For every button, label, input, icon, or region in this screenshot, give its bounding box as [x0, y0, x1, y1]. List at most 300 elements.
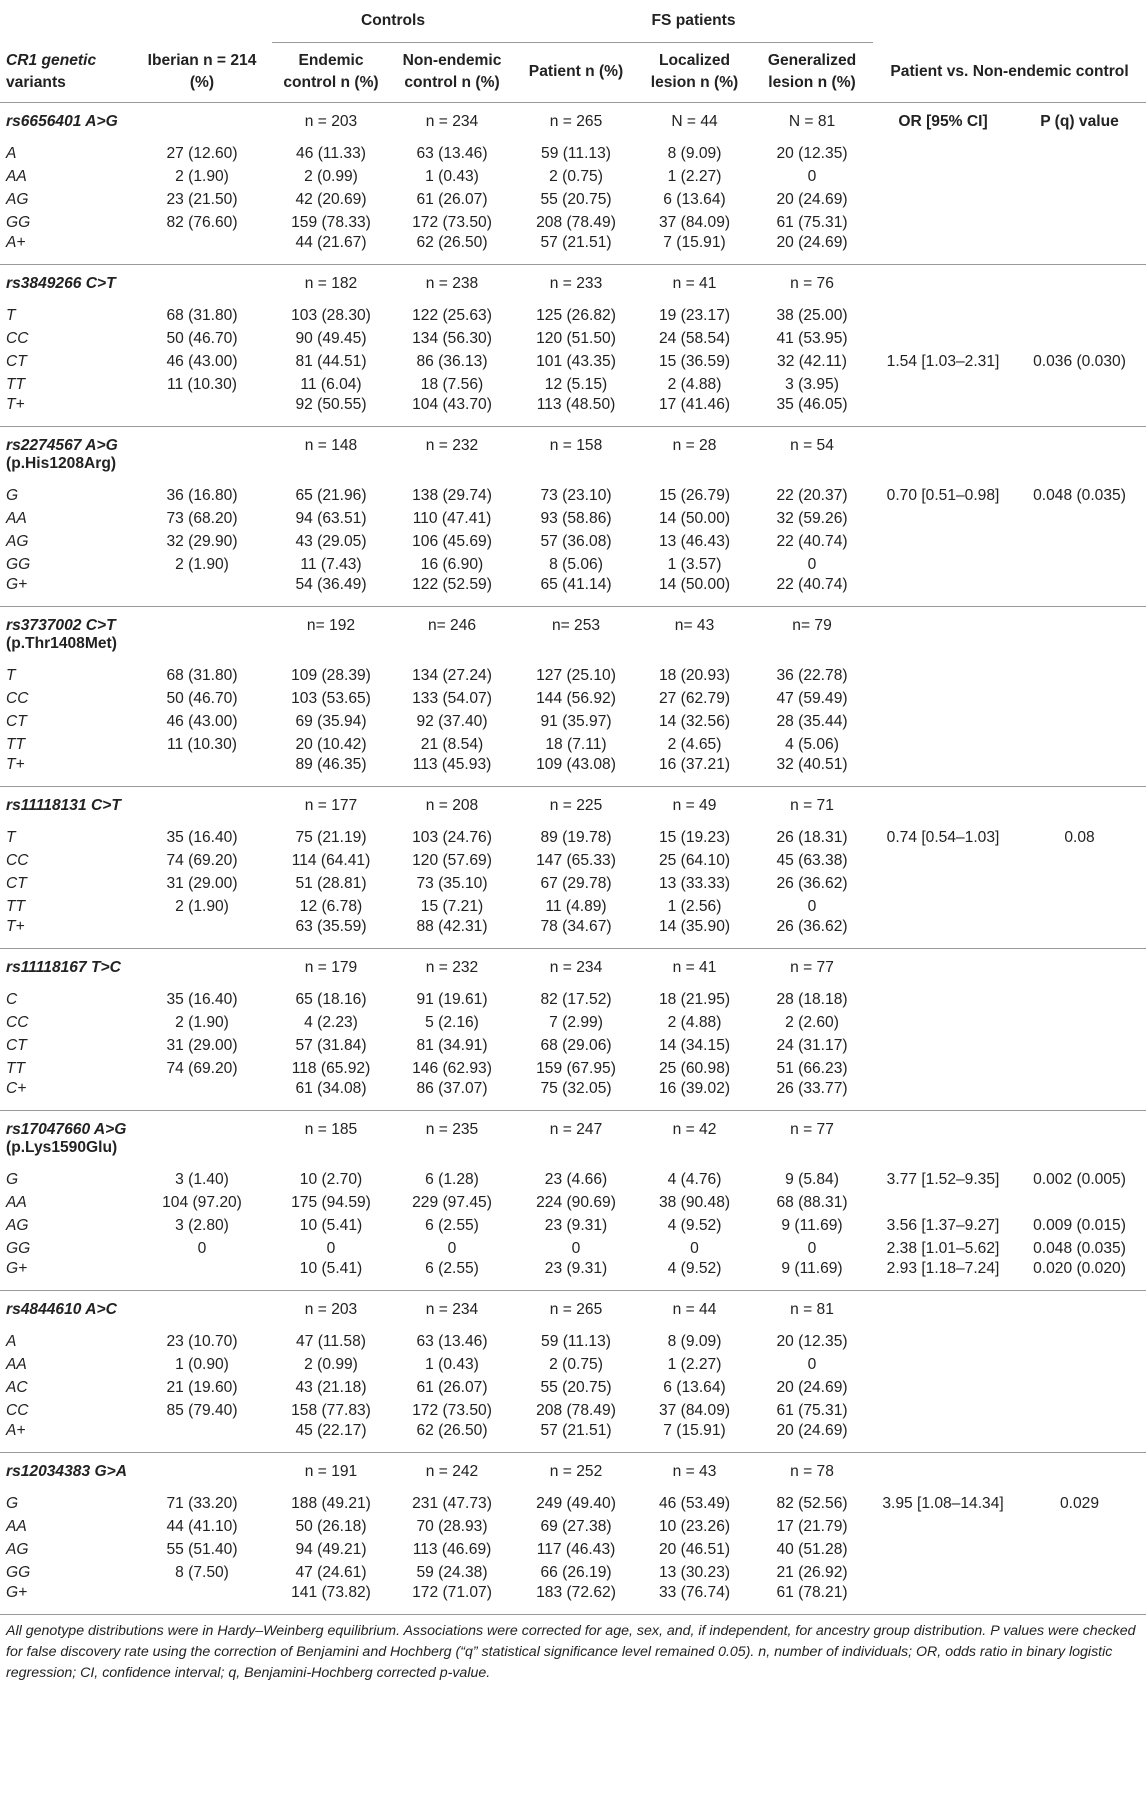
- count-cell: 134 (27.24): [412, 666, 492, 684]
- count-cell: 33 (76.74): [638, 1584, 751, 1614]
- table-row: [0, 188, 1146, 211]
- or-ci-cell: [873, 733, 1013, 756]
- count-cell: 103 (53.65): [291, 689, 371, 707]
- or-ci-cell: [873, 234, 1013, 264]
- empty-cell: [873, 1110, 1013, 1168]
- sample-size-cell: n = 182: [272, 264, 390, 304]
- or-ci-cell: [873, 756, 1013, 786]
- count-cell: 31 (29.00): [166, 874, 238, 892]
- count-cell: 1 (0.90): [175, 1355, 229, 1373]
- variant-group-header: [0, 1452, 1146, 1492]
- count-cell: 86 (36.13): [416, 352, 488, 370]
- table-row: [0, 1422, 1146, 1452]
- sample-size-cell: n = 247: [514, 1110, 638, 1168]
- table-row: [0, 664, 1146, 687]
- genotype-label: G+: [6, 1260, 28, 1277]
- count-cell: 2 (0.99): [304, 1355, 358, 1373]
- table-row: [0, 1538, 1146, 1561]
- p-value-cell: [1013, 1584, 1146, 1614]
- count-cell: 2 (0.99): [304, 167, 358, 185]
- empty-cell: [873, 1290, 1013, 1330]
- count-cell: 92 (37.40): [416, 712, 488, 730]
- count-cell: 41 (53.95): [776, 329, 848, 347]
- count-cell: 73 (23.10): [540, 486, 612, 504]
- or-ci-cell: [873, 1330, 1013, 1353]
- genotype-label: TT: [6, 1059, 26, 1077]
- count-cell: 175 (94.59): [291, 1193, 371, 1211]
- count-cell: 71 (33.20): [166, 1494, 238, 1512]
- or-ci-cell: [873, 396, 1013, 426]
- count-cell: 11 (10.30): [167, 375, 237, 393]
- p-value-header: P (q) value: [1013, 102, 1146, 142]
- count-cell: 0: [807, 1355, 817, 1373]
- count-cell: 69 (27.38): [540, 1517, 612, 1535]
- sample-size-cell: n = 233: [514, 264, 638, 304]
- empty-cell: [1013, 786, 1146, 826]
- table-row: [0, 142, 1146, 165]
- count-cell: 42 (20.69): [295, 190, 367, 208]
- sample-size-cell: n = 234: [390, 1290, 514, 1330]
- genotype-label: C+: [6, 1080, 27, 1097]
- variant-group-header: [0, 1110, 1146, 1168]
- or-ci-cell: [873, 1376, 1013, 1399]
- sample-size-cell: [132, 1452, 272, 1492]
- count-cell: 120 (57.69): [412, 851, 492, 869]
- count-cell: 8 (7.50): [175, 1563, 229, 1581]
- sample-size-cell: [132, 786, 272, 826]
- count-cell: 0: [326, 1239, 336, 1257]
- count-cell: 6 (2.55): [425, 1260, 479, 1277]
- count-cell: 18 (7.11): [545, 735, 607, 753]
- count-cell: 20 (10.42): [295, 735, 367, 753]
- genotype-label: AG: [6, 1216, 29, 1234]
- p-value-cell: [1013, 1422, 1146, 1452]
- count-cell: 93 (58.86): [540, 509, 612, 527]
- count-cell: 10 (5.41): [299, 1216, 363, 1234]
- count-cell: 89 (19.78): [540, 828, 612, 846]
- empty-cell: [1013, 1110, 1146, 1168]
- count-cell: 73 (68.20): [166, 509, 238, 527]
- count-cell: 26 (18.31): [776, 828, 848, 846]
- count-cell: 249 (49.40): [536, 1494, 616, 1512]
- count-cell: 54 (36.49): [295, 576, 367, 593]
- count-cell: 13 (33.33): [658, 874, 731, 892]
- count-cell: 81 (44.51): [295, 352, 367, 370]
- count-cell: 0: [807, 897, 817, 915]
- or-ci-cell: 3.56 [1.37–9.27]: [886, 1216, 1000, 1234]
- genotype-label: G+: [6, 576, 28, 593]
- count-cell: 82 (52.56): [776, 1494, 848, 1512]
- or-ci-cell: 3.95 [1.08–14.34]: [882, 1494, 1004, 1512]
- table-row: [0, 1260, 1146, 1290]
- table-row: [0, 1353, 1146, 1376]
- or-ci-cell: [873, 530, 1013, 553]
- count-cell: 2 (0.75): [549, 1355, 603, 1373]
- count-cell: 28 (18.18): [776, 990, 848, 1008]
- count-cell: 85 (79.40): [166, 1401, 238, 1419]
- count-cell: 1 (0.43): [425, 1355, 479, 1373]
- variant-name: rs11118167 T>C: [0, 948, 132, 988]
- count-cell: 18 (21.95): [658, 990, 731, 1008]
- sample-size-cell: n = 41: [638, 948, 751, 988]
- genotype-label: AA: [6, 1193, 27, 1211]
- count-cell: 6 (13.64): [663, 190, 726, 208]
- genotype-label: G: [6, 486, 19, 504]
- count-cell: 68 (88.31): [776, 1193, 848, 1211]
- or-ci-cell: [873, 188, 1013, 211]
- or-ci-cell: [873, 1399, 1013, 1422]
- sample-size-cell: n = 208: [390, 786, 514, 826]
- count-cell: 2 (1.90): [175, 555, 229, 573]
- count-cell: 37 (84.09): [658, 213, 731, 231]
- table-footnote: All genotype distributions were in Hardy–Weinberg equilibrium. Associations were corrected for age, sex, and, if independent, for ancestry group distribution. P values were checked for false discovery rate using the correction of Benjamini and Hochberg (“q” statistical significance level remained 0.05). n, number of individuals; OR, odds ratio in binary logistic regression; CI, confidence interval; q, Benjamini-Hochberg corrected p-value.: [6, 1622, 1136, 1681]
- count-cell: 110 (47.41): [412, 509, 492, 527]
- count-cell: 35 (16.40): [166, 828, 238, 846]
- count-cell: 146 (62.93): [412, 1059, 492, 1077]
- or-ci-header: OR [95% CI]: [873, 102, 1013, 142]
- table-row: [0, 872, 1146, 895]
- count-cell: 50 (46.70): [166, 689, 238, 707]
- genotype-label: AA: [6, 1355, 27, 1373]
- genotype-label: T+: [6, 396, 25, 413]
- table-row: [0, 234, 1146, 264]
- count-cell: 1 (2.56): [667, 897, 722, 915]
- count-cell: 122 (25.63): [412, 306, 492, 324]
- count-cell: 1 (2.27): [667, 167, 722, 185]
- table-row: [0, 304, 1146, 327]
- or-ci-cell: 0.74 [0.54–1.03]: [886, 828, 1000, 846]
- count-cell: 47 (24.61): [295, 1563, 367, 1581]
- count-cell: 13 (30.23): [658, 1563, 731, 1581]
- count-cell: 22 (40.74): [776, 576, 848, 593]
- count-cell: 45 (22.17): [295, 1422, 367, 1439]
- table-row: [0, 396, 1146, 426]
- table-row: [0, 484, 1146, 507]
- sample-size-cell: n = 177: [272, 786, 390, 826]
- count-cell: 23 (9.31): [544, 1260, 608, 1277]
- count-cell: 14 (34.15): [658, 1036, 731, 1054]
- or-ci-cell: [873, 1011, 1013, 1034]
- empty-cell: [873, 606, 1013, 664]
- count-cell: 6 (2.55): [425, 1216, 479, 1234]
- p-value-cell: [1013, 142, 1146, 165]
- or-ci-cell: [873, 1561, 1013, 1584]
- count-cell: 26 (36.62): [776, 918, 848, 935]
- table-row: [0, 1584, 1146, 1614]
- p-value-cell: [1013, 1057, 1146, 1080]
- count-cell: 7 (15.91): [663, 1422, 726, 1439]
- column-header-endemic: Endemic control n (%): [283, 52, 379, 91]
- p-value-cell: [1013, 1399, 1146, 1422]
- table-row: [0, 733, 1146, 756]
- count-cell: 159 (67.95): [536, 1059, 616, 1077]
- count-cell: 44 (21.67): [295, 234, 367, 251]
- count-cell: 38 (90.48): [658, 1193, 731, 1211]
- count-cell: 91 (35.97): [540, 712, 612, 730]
- sample-size-cell: [132, 1290, 272, 1330]
- sample-size-cell: n = 54: [751, 426, 873, 484]
- empty-cell: [1013, 264, 1146, 304]
- p-value-cell: 0.048 (0.035): [1033, 1239, 1126, 1257]
- count-cell: 24 (58.54): [658, 329, 731, 347]
- p-value-cell: [1013, 988, 1146, 1011]
- count-cell: [132, 576, 272, 606]
- count-cell: 57 (21.51): [540, 234, 612, 251]
- p-value-cell: [1013, 918, 1146, 948]
- genotype-label: A: [6, 144, 17, 162]
- genotype-label: AC: [6, 1378, 28, 1396]
- table-row: [0, 1376, 1146, 1399]
- count-cell: 2 (4.88): [667, 1013, 722, 1031]
- variant-name: rs3737002 C>T (p.Thr1408Met): [0, 606, 132, 664]
- count-cell: 74 (69.20): [166, 851, 238, 869]
- sample-size-cell: n= 43: [638, 606, 751, 664]
- count-cell: 43 (29.05): [295, 532, 367, 550]
- sample-size-cell: [132, 606, 272, 664]
- count-cell: 31 (29.00): [166, 1036, 238, 1054]
- count-cell: 12 (5.15): [544, 375, 608, 393]
- count-cell: 74 (69.20): [166, 1059, 238, 1077]
- count-cell: 16 (6.90): [420, 555, 484, 573]
- column-header-variants: CR1 genetic variants: [6, 51, 97, 91]
- empty-cell: [873, 786, 1013, 826]
- p-value-cell: 0.009 (0.015): [1033, 1216, 1126, 1234]
- count-cell: 63 (13.46): [416, 144, 488, 162]
- count-cell: 138 (29.74): [412, 486, 492, 504]
- sample-size-cell: [132, 102, 272, 142]
- p-value-cell: 0.029: [1060, 1494, 1100, 1512]
- count-cell: 11 (7.43): [300, 555, 362, 573]
- table-row: [0, 1168, 1146, 1191]
- table-header: [0, 0, 1146, 102]
- variant-group-header: [0, 426, 1146, 484]
- count-cell: 7 (2.99): [549, 1013, 603, 1031]
- count-cell: 55 (51.40): [166, 1540, 238, 1558]
- count-cell: 172 (73.50): [412, 213, 492, 231]
- count-cell: 68 (31.80): [166, 306, 238, 324]
- count-cell: 103 (24.76): [412, 828, 492, 846]
- genotype-label: A+: [6, 1422, 26, 1439]
- count-cell: 2 (1.90): [175, 897, 229, 915]
- count-cell: 9 (11.69): [781, 1260, 843, 1277]
- count-cell: 208 (78.49): [536, 1401, 616, 1419]
- count-cell: 50 (46.70): [166, 329, 238, 347]
- count-cell: 65 (41.14): [540, 576, 612, 593]
- count-cell: 20 (12.35): [776, 144, 848, 162]
- count-cell: 147 (65.33): [536, 851, 616, 869]
- count-cell: 229 (97.45): [412, 1193, 492, 1211]
- genotype-label: T: [6, 306, 16, 324]
- count-cell: 17 (21.79): [776, 1517, 848, 1535]
- table-row: [0, 1492, 1146, 1515]
- count-cell: 4 (9.52): [667, 1216, 722, 1234]
- count-cell: 59 (11.13): [541, 144, 611, 162]
- p-value-cell: [1013, 664, 1146, 687]
- genotype-label: AA: [6, 167, 27, 185]
- sample-size-cell: n = 265: [514, 1290, 638, 1330]
- count-cell: 59 (11.13): [541, 1332, 611, 1350]
- count-cell: 78 (34.67): [540, 918, 612, 935]
- or-ci-cell: [873, 872, 1013, 895]
- p-value-cell: [1013, 733, 1146, 756]
- p-value-cell: [1013, 1515, 1146, 1538]
- count-cell: [132, 396, 272, 426]
- count-cell: [132, 234, 272, 264]
- p-value-cell: 0.036 (0.030): [1033, 352, 1126, 370]
- variant-group-header: [0, 264, 1146, 304]
- or-ci-cell: [873, 553, 1013, 576]
- variant-group-header: [0, 786, 1146, 826]
- count-cell: 122 (52.59): [412, 576, 492, 593]
- count-cell: 94 (49.21): [295, 1540, 367, 1558]
- variant-group-header: [0, 948, 1146, 988]
- count-cell: 43 (21.18): [295, 1378, 367, 1396]
- genotype-label: CT: [6, 874, 27, 892]
- count-cell: 51 (28.81): [295, 874, 367, 892]
- count-cell: 22 (40.74): [776, 532, 848, 550]
- p-value-cell: [1013, 849, 1146, 872]
- table-row: [0, 1034, 1146, 1057]
- count-cell: 35 (46.05): [776, 396, 848, 413]
- count-cell: 61 (75.31): [776, 213, 848, 231]
- count-cell: 25 (64.10): [658, 851, 731, 869]
- sample-size-cell: [132, 1110, 272, 1168]
- count-cell: 104 (97.20): [162, 1193, 242, 1211]
- column-header-comparison: Patient vs. Non-endemic control: [890, 62, 1129, 80]
- count-cell: 114 (64.41): [291, 851, 371, 869]
- count-cell: 117 (46.43): [536, 1540, 616, 1558]
- count-cell: 15 (26.79): [658, 486, 731, 504]
- count-cell: 68 (31.80): [166, 666, 238, 684]
- count-cell: 11 (6.04): [300, 375, 362, 393]
- sample-size-cell: n = 242: [390, 1452, 514, 1492]
- or-ci-cell: [873, 1353, 1013, 1376]
- count-cell: 0: [807, 167, 817, 185]
- or-ci-cell: [873, 576, 1013, 606]
- table-row: [0, 553, 1146, 576]
- sample-size-cell: [132, 264, 272, 304]
- count-cell: 25 (60.98): [658, 1059, 731, 1077]
- count-cell: 14 (50.00): [658, 576, 731, 593]
- sample-size-cell: n = 252: [514, 1452, 638, 1492]
- count-cell: 4 (2.23): [304, 1013, 358, 1031]
- table-body: [0, 102, 1146, 1614]
- count-cell: 188 (49.21): [291, 1494, 371, 1512]
- count-cell: 15 (7.21): [420, 897, 484, 915]
- count-cell: 75 (32.05): [540, 1080, 612, 1097]
- or-ci-cell: [873, 849, 1013, 872]
- table-row: [0, 1080, 1146, 1110]
- sample-size-cell: n = 265: [514, 102, 638, 142]
- genotype-label: CC: [6, 1013, 29, 1031]
- sample-size-cell: n = 235: [390, 1110, 514, 1168]
- sample-size-cell: n = 225: [514, 786, 638, 826]
- count-cell: 109 (28.39): [291, 666, 371, 684]
- table-row: [0, 530, 1146, 553]
- count-cell: [132, 918, 272, 948]
- count-cell: 0: [690, 1239, 699, 1257]
- column-header-non-endemic: Non-endemic control n (%): [402, 52, 502, 91]
- table-row: [0, 849, 1146, 872]
- count-cell: 1 (2.27): [667, 1355, 722, 1373]
- count-cell: 27 (62.79): [658, 689, 731, 707]
- variant-group-header: [0, 102, 1146, 142]
- table-row: [0, 373, 1146, 396]
- p-value-cell: 0.020 (0.020): [1033, 1260, 1126, 1277]
- count-cell: 20 (24.69): [776, 1422, 848, 1439]
- count-cell: 21 (19.60): [166, 1378, 238, 1396]
- empty-cell: [873, 426, 1013, 484]
- count-cell: 63 (35.59): [295, 918, 367, 935]
- count-cell: 20 (24.69): [776, 234, 848, 251]
- count-cell: 231 (47.73): [412, 1494, 492, 1512]
- count-cell: 40 (51.28): [776, 1540, 848, 1558]
- count-cell: 113 (45.93): [412, 756, 492, 773]
- count-cell: 32 (42.11): [777, 352, 847, 370]
- count-cell: 6 (13.64): [663, 1378, 726, 1396]
- p-value-cell: 0.08: [1064, 828, 1095, 846]
- controls-header: Controls: [272, 0, 514, 42]
- table-row: [0, 1237, 1146, 1260]
- p-value-cell: [1013, 872, 1146, 895]
- count-cell: 113 (46.69): [412, 1540, 492, 1558]
- genotype-label: AG: [6, 190, 29, 208]
- p-value-cell: [1013, 1080, 1146, 1110]
- count-cell: 73 (35.10): [416, 874, 488, 892]
- count-cell: 61 (26.07): [416, 1378, 488, 1396]
- sample-size-cell: [132, 948, 272, 988]
- or-ci-cell: [873, 895, 1013, 918]
- or-ci-cell: [873, 1422, 1013, 1452]
- count-cell: 86 (37.07): [416, 1080, 488, 1097]
- genotype-label: GG: [6, 555, 31, 573]
- sample-size-cell: n = 232: [390, 426, 514, 484]
- count-cell: 3 (3.95): [785, 375, 839, 393]
- p-value-cell: [1013, 1376, 1146, 1399]
- sample-size-cell: n= 192: [272, 606, 390, 664]
- count-cell: 57 (31.84): [295, 1036, 367, 1054]
- sample-size-cell: n = 42: [638, 1110, 751, 1168]
- table-row: [0, 1399, 1146, 1422]
- genotype-label: T: [6, 666, 16, 684]
- count-cell: 9 (5.84): [785, 1170, 839, 1188]
- count-cell: [132, 756, 272, 786]
- p-value-cell: [1013, 304, 1146, 327]
- count-cell: 14 (50.00): [658, 509, 731, 527]
- or-ci-cell: 2.38 [1.01–5.62]: [886, 1239, 1000, 1257]
- or-ci-cell: [873, 142, 1013, 165]
- count-cell: [132, 1260, 272, 1290]
- or-ci-cell: [873, 1080, 1013, 1110]
- table-row: [0, 826, 1146, 849]
- sample-size-cell: n = 234: [514, 948, 638, 988]
- p-value-cell: [1013, 687, 1146, 710]
- or-ci-cell: [873, 1191, 1013, 1214]
- count-cell: 3 (2.80): [175, 1216, 229, 1234]
- count-cell: 113 (48.50): [536, 396, 616, 413]
- count-cell: 20 (24.69): [776, 1378, 848, 1396]
- genotype-label: TT: [6, 735, 26, 753]
- sample-size-cell: n = 41: [638, 264, 751, 304]
- column-header-localized: Localized lesion n (%): [650, 52, 739, 91]
- p-value-cell: [1013, 895, 1146, 918]
- variant-name: rs6656401 A>G: [0, 102, 132, 142]
- count-cell: 23 (21.50): [166, 190, 238, 208]
- count-cell: 2 (2.60): [785, 1013, 839, 1031]
- count-cell: 61 (75.31): [776, 1401, 848, 1419]
- count-cell: 61 (34.08): [295, 1080, 367, 1097]
- genotype-label: AA: [6, 509, 27, 527]
